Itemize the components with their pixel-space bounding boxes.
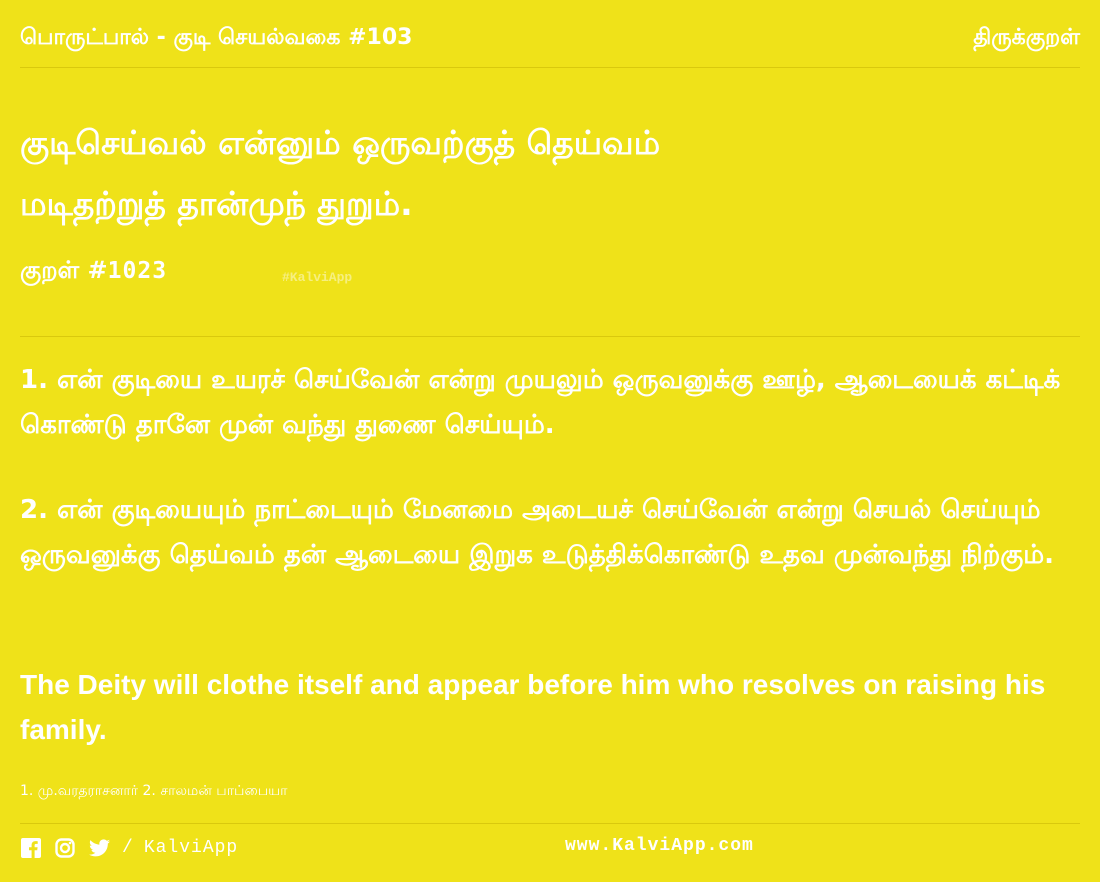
website-link[interactable]: www.KalviApp.com — [565, 836, 754, 856]
twitter-icon[interactable] — [88, 837, 110, 859]
facebook-icon[interactable] — [20, 837, 42, 859]
footer — [20, 834, 1080, 862]
kural-card — [20, 0, 1080, 882]
english-translation: The Deity will clothe itself and appear before him who resolves on raising his family. — [20, 669, 1046, 745]
kural-line-2: மடிதற்றுத் தான்முந் துறும். — [20, 184, 413, 223]
verse-divider — [20, 336, 1080, 337]
book-title: திருக்குறள் — [973, 25, 1080, 50]
header — [20, 24, 1080, 54]
section-title: பொருட்பால் - குடி செயல்வகை #103 — [20, 25, 413, 50]
meaning-2: 2. என் குடியையும் நாட்டையும் மேனமை அடையச் செய்வேன் என்று செயல் செய்யும் ஒருவனுக்கு தெய்வம் தன் ஆடையை இறுக உடுத்திக்கொண்டு உதவ முன்வந்து நிற்கும். — [20, 495, 1055, 570]
social-handle[interactable]: KalviApp — [143, 838, 239, 858]
meaning-1: 1. என் குடியை உயரச் செய்வேன் என்று முயலும் ஒருவனுக்கு ஊழ், ஆடையைக் கட்டிக் கொண்டு தானே முன் வந்து துணை செய்யும். — [20, 365, 1061, 440]
credits: 1. மு.வரதராசனார் 2. சாலமன் பாப்பையா — [20, 783, 288, 799]
kural-number-label: குறள் # — [20, 256, 108, 284]
kural-number-value: 1023 — [107, 258, 168, 284]
footer-divider — [20, 823, 1080, 824]
hashtag-watermark: #KalviApp — [282, 270, 353, 285]
kural-number — [20, 256, 167, 287]
kural-line-1: குடிசெய்வல் என்னும் ஒருவற்குத் தெய்வம் — [20, 123, 661, 162]
social-links — [20, 837, 238, 859]
kural-verse — [20, 112, 660, 234]
instagram-icon[interactable] — [54, 837, 76, 859]
header-divider — [20, 67, 1080, 68]
footer-slash: / — [122, 838, 134, 858]
